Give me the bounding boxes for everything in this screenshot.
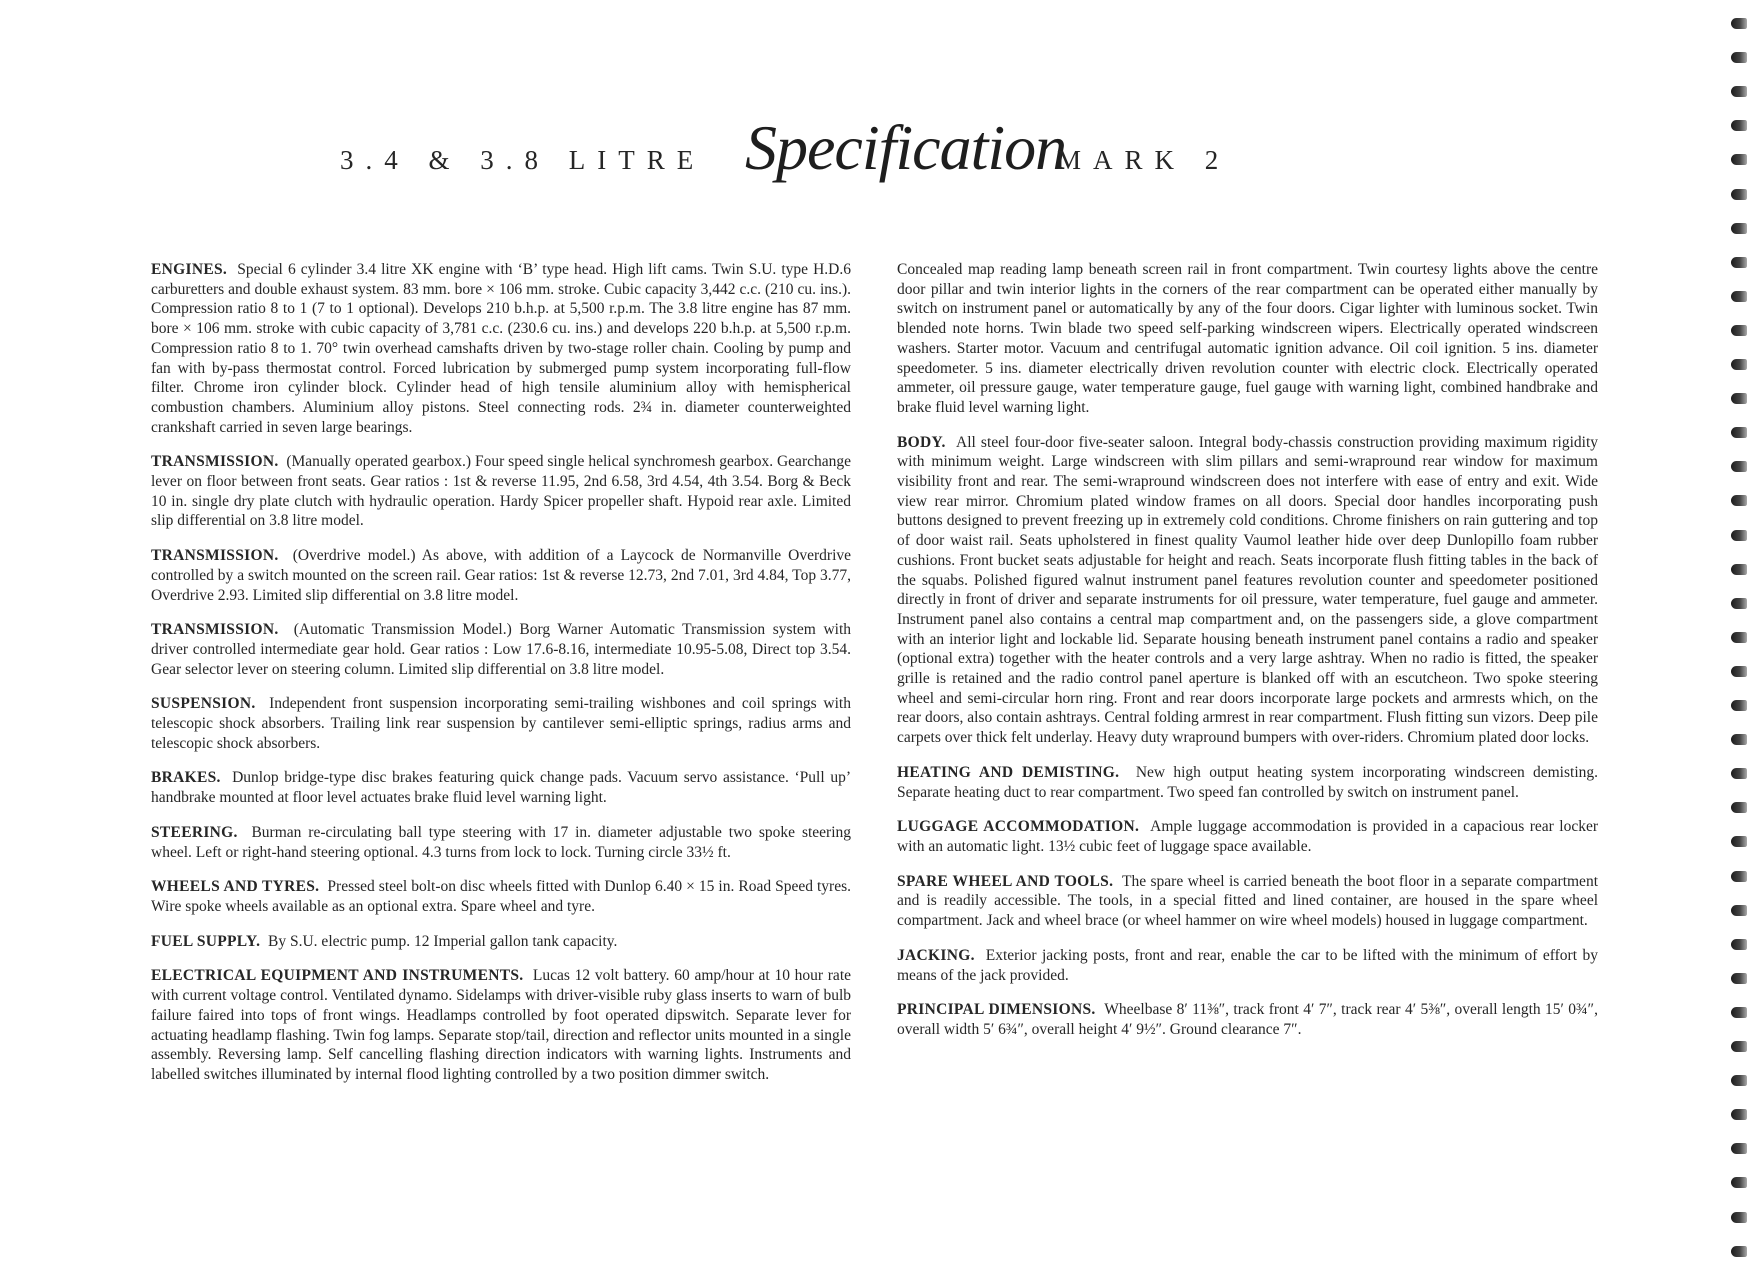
- binding-ring: [1731, 189, 1747, 200]
- binding-ring: [1731, 802, 1747, 813]
- spec-section: [897, 817, 1598, 856]
- spec-section: [897, 763, 1598, 802]
- section-heading: JACKING.: [897, 946, 975, 964]
- binding-ring: [1731, 461, 1747, 472]
- binding-ring: [1731, 154, 1747, 165]
- binding-ring: [1731, 427, 1747, 438]
- spec-section: [151, 966, 851, 1084]
- section-heading: HEATING AND DEMISTING.: [897, 763, 1120, 781]
- binding-ring: [1731, 1109, 1747, 1120]
- binding-ring: [1731, 598, 1747, 609]
- binding-ring: [1731, 223, 1747, 234]
- binding-ring: [1731, 495, 1747, 506]
- binding-ring: [1731, 359, 1747, 370]
- spec-section: [151, 546, 851, 605]
- section-heading: SPARE WHEEL AND TOOLS.: [897, 872, 1114, 890]
- section-heading: LUGGAGE ACCOMMODATION.: [897, 818, 1140, 836]
- section-heading: TRANSMISSION.: [151, 453, 279, 471]
- section-text: (Automatic Transmission Model.) Borg Warner Automatic Transmission system with driver controlled intermediate gear hold. Gear ratios : Low 17.6-8.16, intermediate 10.95-5.08, Direct top 3.54. Gear selector lever on steering column. Limited slip differential on 3.8 litre model.: [151, 621, 851, 678]
- spiral-binding: [1728, 0, 1754, 1275]
- binding-ring: [1731, 52, 1747, 63]
- section-text: By S.U. electric pump. 12 Imperial gallon tank capacity.: [268, 932, 618, 950]
- spec-section: [151, 452, 851, 531]
- section-text: Special 6 cylinder 3.4 litre XK engine with ‘B’ type head. High lift cams. Twin S.U. type H.D.6 carburetters and double exhaust system. 83 mm. bore × 106 mm. stroke. Cubic capacity 3,442 c.c. (210 cu. ins.). Compression ratio 8 to 1 (7 to 1 optional). Develops 210 b.h.p. at 5,500 r.p.m. The 3.8 litre engine has 87 mm. bore × 106 mm. stroke with cubic capacity of 3,781 c.c. (230.6 cu. ins.) and develops 220 b.h.p. at 5,500 r.p.m. Compression ratio 8 to 1. 70° twin overhead camshafts driven by two-stage roller chain. Cooling by pump and fan with by-pass thermostat control. Forced lubrication by submerged pump system incorporating full-flow filter. Chrome iron cylinder block. Cylinder head of high tensile aluminium alloy with hemispherical combustion chambers. Aluminium alloy pistons. Steel connecting rods. 2¾ in. diameter counterweighted crankshaft carried in seven large bearings.: [151, 261, 851, 436]
- right-column: [897, 260, 1598, 1055]
- binding-ring: [1731, 768, 1747, 779]
- section-heading: ELECTRICAL EQUIPMENT AND INSTRUMENTS.: [151, 967, 524, 985]
- binding-ring: [1731, 871, 1747, 882]
- binding-ring: [1731, 1075, 1747, 1086]
- section-heading: ENGINES.: [151, 261, 228, 278]
- section-text: The spare wheel is carried beneath the boot floor in a separate compartment and is readily accessible. The tools, in a special fitted and lined container, are housed in the spare wheel compartment. Jack and wheel brace (or wheel hammer on wire wheel models) housed in luggage compartment.: [897, 872, 1598, 930]
- spec-section: [897, 1000, 1598, 1039]
- section-heading: FUEL SUPPLY.: [151, 932, 261, 950]
- binding-ring: [1731, 666, 1747, 677]
- binding-ring: [1731, 325, 1747, 336]
- section-text: Pressed steel bolt-on disc wheels fitted with Dunlop 6.40 × 15 in. Road Speed tyres. Wire spoke wheels available as an optional extra. Spare wheel and tyre.: [151, 878, 852, 915]
- section-text: (Overdrive model.) As above, with addition of a Laycock de Normanville Overdrive controlled by a switch mounted on the screen rail. Gear ratios: 1st & reverse 12.73, 2nd 7.01, 3rd 4.84, Top 3.77, Overdrive 2.93. Limited slip differential on 3.8 litre model.: [151, 547, 851, 604]
- binding-ring: [1731, 1212, 1747, 1223]
- section-text: Concealed map reading lamp beneath screen rail in front compartment. Twin courtesy lights above the centre door pillar and twin interior lights in the corners of the rear compartment can be operated either manually by switch on instrument panel or automatically by any of the four doors. Cigar lighter with luminous socket. Twin blended note horns. Twin blade two speed self-parking windscreen wipers. Electrically operated windscreen washers. Starter motor. Vacuum and centrifugal automatic ignition advance. Oil coil ignition. 5 ins. diameter speedometer. 5 ins. diameter electrically driven revolution counter with electric clock. Electrically operated ammeter, oil pressure gauge, water temperature gauge, fuel gauge with warning light, combined handbrake and brake fluid level warning light.: [897, 261, 1598, 416]
- section-text: All steel four-door five-seater saloon. Integral body-chassis construction providing maximum rigidity with minimum weight. Large windscreen with slim pillars and semi-wrapround rear window for maximum visibility front and rear. The semi-wrapround windscreen does not interfere with ease of entry and exit. Wide view rear mirror. Chromium plated window frames on all doors. Special door handles incorporating push buttons designed to prevent freezing up in extremely cold conditions. Chrome finishers on rain guttering and top of door waist rail. Seats upholstered in finest quality Vaumol leather hide over deep Dunlopillo foam rubber cushions. Front bucket seats adjustable for height and reach. Seats incorporate flush fitting tables in the back of the squabs. Polished figured walnut instrument panel features revolution counter and speedometer positioned directly in front of driver and separate instruments for oil pressure, water temperature, fuel gauge and ammeter. Instrument panel also contains a central map compartment and, on the passengers side, a glove compartment with an interior light and lockable lid. Separate housing beneath instrument panel contains a radio and speaker (optional extra) together with the heater controls and a very large ashtray. When no radio is fitted, the speaker grille is retained and the radio control panel aperture is blanked off with an escutcheon. Two spoke steering wheel and semi-circular horn ring. Front and rear doors incorporate large pockets and armrests which, on the rear doors, also contain ashtrays. Central folding armrest in rear compartment. Flush fitting sun vizors. Deep pile carpets over thick felt underlay. Heavy duty wrapround bumpers with over-riders. Chromium plated door locks.: [897, 433, 1598, 747]
- binding-ring: [1731, 530, 1747, 541]
- spec-section: [151, 260, 851, 437]
- section-heading: BODY.: [897, 433, 946, 451]
- section-text: Dunlop bridge-type disc brakes featuring quick change pads. Vacuum servo assistance. ‘Pull up’ handbrake mounted at floor level actuates brake fluid level warning light.: [151, 769, 851, 807]
- binding-ring: [1731, 905, 1747, 916]
- binding-ring: [1731, 564, 1747, 575]
- binding-ring: [1731, 291, 1747, 302]
- spec-section: [151, 877, 851, 916]
- section-text: Exterior jacking posts, front and rear, enable the car to be lifted with the minimum of effort by means of the jack provided.: [897, 946, 1598, 984]
- section-text: Wheelbase 8′ 11⅜″, track front 4′ 7″, track rear 4′ 5⅜″, overall length 15′ 0¾″, overall width 5′ 6¾″, overall height 4′ 9½″. Ground clearance 7″.: [897, 1001, 1598, 1038]
- section-heading: BRAKES.: [151, 769, 221, 787]
- page-header: [0, 105, 1754, 205]
- section-heading: PRINCIPAL DIMENSIONS.: [897, 1001, 1096, 1019]
- binding-ring: [1731, 939, 1747, 950]
- section-text: Independent front suspension incorporating semi-trailing wishbones and coil springs with telescopic shock absorbers. Trailing link rear suspension by cantilever semi-elliptic springs, radius arms and telescopic shock absorbers.: [151, 695, 851, 752]
- title-right: MARK 2: [1057, 145, 1231, 175]
- binding-ring: [1731, 1143, 1747, 1154]
- binding-ring: [1731, 1041, 1747, 1052]
- section-heading: WHEELS AND TYRES.: [151, 878, 320, 896]
- binding-ring: [1731, 120, 1747, 131]
- spec-section: [151, 694, 851, 753]
- left-column: [151, 260, 851, 1100]
- section-heading: TRANSMISSION.: [151, 621, 279, 639]
- binding-ring: [1731, 734, 1747, 745]
- binding-ring: [1731, 393, 1747, 404]
- binding-ring: [1731, 632, 1747, 643]
- section-text: Lucas 12 volt battery. 60 amp/hour at 10 hour rate with current voltage control. Ventilated dynamo. Sidelamps with driver-visible ruby glass inserts to warn of bulb failure faired into tops of front wings. Headlamps controlled by foot operated dipswitch. Separate lever for actuating headlamp flashing. Twin fog lamps. Separate stop/tail, direction and reflector units mounted in a single assembly. Reversing lamp. Self cancelling flashing direction indicators with warning lights. Instruments and labelled switches illuminated by internal flood lighting controlled by a two position dimmer switch.: [151, 967, 852, 1083]
- section-heading: TRANSMISSION.: [151, 547, 279, 565]
- spec-section: [151, 823, 851, 862]
- section-heading: SUSPENSION.: [151, 695, 256, 713]
- section-text: Burman re-circulating ball type steering with 17 in. diameter adjustable two spoke steering wheel. Left or right-hand steering optional. 4.3 turns from lock to lock. Turning circle 33½ ft.: [151, 823, 852, 861]
- section-text: New high output heating system incorporating windscreen demisting. Separate heating duct to rear compartment. Two speed fan controlled by switch on instrument panel.: [897, 763, 1598, 801]
- section-heading: STEERING.: [151, 823, 238, 841]
- spec-section: [897, 872, 1598, 931]
- section-text: Ample luggage accommodation is provided in a capacious rear locker with an automatic light. 13½ cubic feet of luggage space available.: [897, 818, 1598, 855]
- binding-ring: [1731, 18, 1747, 29]
- binding-ring: [1731, 836, 1747, 847]
- binding-ring: [1731, 86, 1747, 97]
- spec-section: [151, 768, 851, 807]
- spec-section: [897, 946, 1598, 985]
- spec-section: [151, 620, 851, 679]
- binding-ring: [1731, 700, 1747, 711]
- spec-section: [897, 433, 1598, 748]
- binding-ring: [1731, 1177, 1747, 1188]
- title-script: Specification: [745, 112, 1067, 183]
- spec-section: [897, 260, 1598, 418]
- binding-ring: [1731, 1246, 1747, 1257]
- binding-ring: [1731, 973, 1747, 984]
- binding-ring: [1731, 1007, 1747, 1018]
- binding-ring: [1731, 257, 1747, 268]
- title-left: 3.4 & 3.8 LITRE: [340, 145, 706, 175]
- section-text: (Manually operated gearbox.) Four speed single helical synchromesh gearbox. Gearchange lever on floor between front seats. Gear ratios : 1st & reverse 11.95, 2nd 6.58, 3rd 4.54, 4th 3.54. Borg & Beck 10 in. single dry plate clutch with hydraulic operation. Hardy Spicer propeller shaft. Hypoid rear axle. Limited slip differential on 3.8 litre model.: [151, 453, 851, 530]
- spec-section: [151, 932, 851, 952]
